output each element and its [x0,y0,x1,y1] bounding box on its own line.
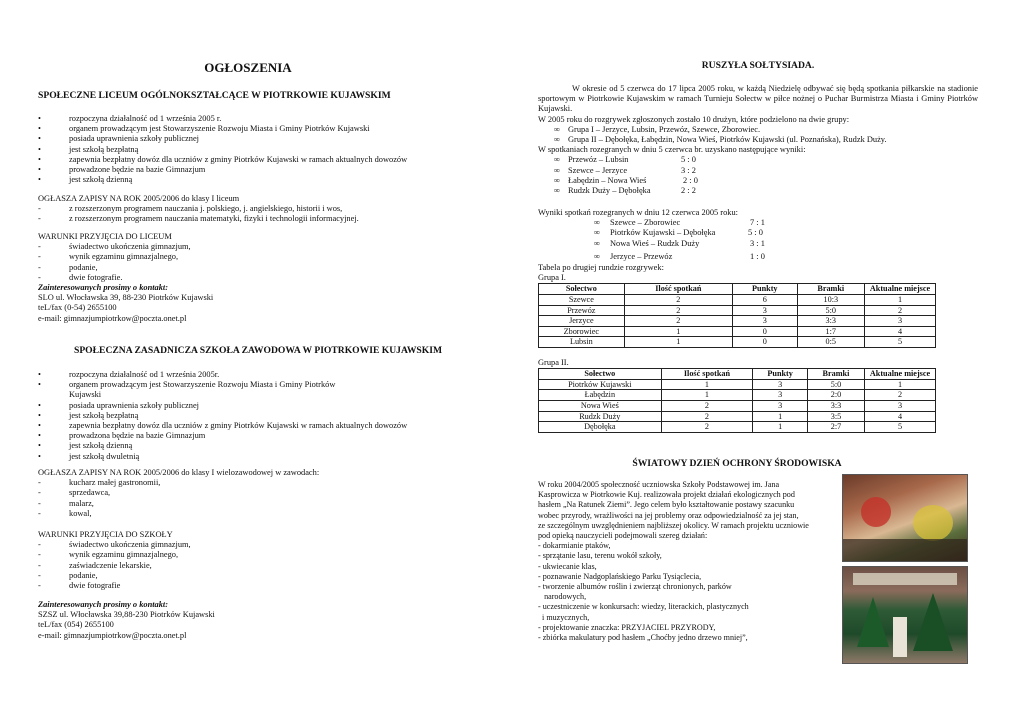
school2-contact [38,600,478,641]
school-play-photo [842,566,968,664]
list-item: • organem prowadzącym jest Stowarzyszenie Rozwoju Miasta i Gminy Piotrków [38,380,336,390]
list-item: • zapewnia bezpłatny dowóz dla uczniów z gminy Piotrków Kujawski w ramach aktualnych dowozów [38,154,408,164]
list-item: narodowych, [538,592,587,602]
list-item: • jest szkołą bezpłatną [38,410,139,420]
bullet-icon: • [38,370,41,379]
school1-heading: SPOŁECZNE LICEUM OGÓLNOKSZTAŁCĄCE W PIOTRKOWIE KUJAWSKIM [38,90,391,101]
result-row: ∞ Przewóz – Lubsin 5 : 0 [554,155,696,165]
tournament-intro: W okresie od 5 czerwca do 17 lipca 2005 roku, w każdą Niedzielę odbywać się będą spotkania piłkarskie na stadionie sportowym w Piotrkowie Kujawskim w ramach Turnieju Sołectw w piłce nożnej o Puchar Burmistrza Miasta i Gminy Piotrków Kujawski. [538,84,978,114]
table-shape [843,539,967,561]
list-item: • jest szkołą bezpłatną [38,144,139,154]
list-item: • posiada uprawnienia szkoły publicznej [38,134,200,144]
list-item: - świadectwo ukończenia gimnazjum, [38,540,191,550]
enroll-text: OGŁASZA ZAPISY NA ROK 2005/2006 do klasy I wielozawodowej w zawodach: [38,468,320,477]
bullet-icon: • [38,175,41,185]
list-item: - malarz, [38,498,94,508]
result-row: ∞ Rudzk Duży – Dębołęka 2 : 2 [554,186,696,196]
list-item: - zbiórka makulatury pod hasłem „Choćby jedno drzewo mniej”, [538,633,748,643]
bullet-icon: • [38,451,41,461]
contact-phone: teL/fax (054) 2655100 [38,620,114,630]
table-intro: Tabela po drugiej rundzie rozgrywek: [538,263,664,272]
list-item: - ukwiecanie klas, [538,561,597,571]
list-item: - podanie, [38,570,98,580]
contact-phone: teL/fax (0-54) 2655100 [38,303,117,313]
infinity-bullet-icon: ∞ [554,124,560,134]
tournament-heading: RUSZYŁA SOŁTYSIADA. [701,60,815,71]
bullet-icon: • [38,380,41,390]
table-row: Piotrków Kujawski 1 3 5:0 1 [539,379,936,390]
infinity-bullet-icon: ∞ [554,165,560,175]
school1-conditions [38,232,478,324]
tables-block [538,263,978,433]
school2-bullets [38,370,478,462]
env-heading-block [538,458,936,470]
list-item: • prowadzone będzie na bazie Gimnazjum [38,165,206,175]
table-row: Przewóz 2 3 5:0 2 [539,305,936,316]
list-item: - kucharz małej gastronomii, [38,478,161,488]
list-item: • rozpoczyna działalność od 1 września 2005r. [38,370,220,379]
list-item: - projektowanie znaczka: PRZYJACIEL PRZYRODY, [538,622,716,632]
list-item: • rozpoczyna działalność od 1 września 2005 r. [38,114,222,123]
result-row: ∞ Łabędzin – Nowa Wieś 2 : 0 [554,175,698,185]
tournament-text [538,84,978,196]
banner-shape [853,573,957,585]
page-title: OGŁOSZENIA [204,60,292,75]
infinity-bullet-icon: ∞ [554,186,560,196]
contact-email: e-mail: gimnazjumpiotrkow@poczta.onet.pl [38,630,187,640]
results1-title: W spotkaniach rozegranych w dniu 5 czerwca br. uzyskano następujące wyniki: [538,145,806,155]
table-row: Nowa Wieś 2 3 3:3 3 [539,400,936,411]
list-item: - poznawanie Nadgoplańskiego Parku Tysiąclecia, [538,571,702,581]
results2-title: Wyniki spotkań rozegranych w dniu 12 czerwca 2005 roku: [538,208,738,217]
bullet-icon: • [38,124,41,134]
list-item: - dwie fotografie [38,581,121,591]
table-row: Łabędzin 1 3 2:0 2 [539,390,936,401]
bullet-icon: • [38,410,41,420]
enroll-text: OGŁASZA ZAPISY NA ROK 2005/2006 do klasy I liceum [38,194,240,203]
classroom-flowers-photo [842,474,968,562]
result-row: ∞ Jerzyce – Przewóz 1 : 0 [594,251,765,261]
list-item: - uczestniczenie w konkursach: wiedzy, literackich, plastycznych [538,602,749,612]
list-item: - wynik egzaminu gimnazjalnego, [38,252,179,262]
table-row: Szewce 2 6 10:3 1 [539,295,936,306]
env-heading: ŚWIATOWY DZIEŃ OCHRONY ŚRODOWISKA [632,458,842,469]
contact-title: Zainteresowanych prosimy o kontakt: [38,600,169,609]
tree-shape [913,593,953,651]
bullet-icon: • [38,165,41,175]
table-row: Lubsin 1 0 0:5 5 [539,337,936,348]
list-item: ∞ Grupa I – Jerzyce, Lubsin, Przewóz, Szewce, Zborowiec. [554,124,761,134]
conditions-title: WARUNKI PRZYJĘCIA DO SZKOŁY [38,530,173,539]
bullet-icon: • [38,144,41,154]
list-item: • prowadzona będzie na bazie Gimnazjum [38,431,206,441]
results2-block [538,208,978,262]
env-text: W roku 2004/2005 społeczność uczniowska Szkoły Podstawowej im. Jana Kasprowicza w Piotrkowie Kuj. realizowała projekt działań ekologicznych pod hasłem „Na Ratunek Ziemi”. Jego celem było kształtowanie postawy szacunku wobec przyrody, wrażliwości na jej problemy oraz odpowiedzialność za jej stan, ze szczególnym uwzględnieniem najbliższej okolicy. W ramach projektu uczniowie pod opieką nauczycieli podejmowali szereg działań: - dokarmianie ptaków, - sprzątanie lasu, terenu wokół szkoły, - ukwiecanie klas, - poznawanie Nadgoplańskiego Parku Tysiąclecia, - tworzenie albumów roślin i zwierząt chronionych, parków narodowych, - uczestniczenie w konkursach: wiedzy, literackich, plastycznych i muzycznych, - projektowanie znaczka: PRZYJACIEL PRZYRODY, - zbiórka makulatury pod hasłem „Choćby jedno drzewo mniej”, [538,480,834,643]
school2-heading: SPOŁECZNA ZASADNICZA SZKOŁA ZAWODOWA W PIOTRKOWIE KUJAWSKIM [73,345,443,356]
contact-address: SLO ul. Włocławska 39, 88-230 Piotrków Kujawski [38,293,214,303]
table-row: Rudzk Duży 2 1 3:5 4 [539,411,936,422]
list-item: - tworzenie albumów roślin i zwierząt chronionych, parków [538,582,732,592]
list-item: - świadectwo ukończenia gimnazjum, [38,242,191,252]
list-item: - sprzątanie lasu, terenu wokół szkoły, [538,551,662,561]
table-row: Dębołęka 2 1 2:7 5 [539,422,936,433]
school2-enroll-block [38,468,478,519]
school2-heading-block [38,345,478,357]
infinity-bullet-icon: ∞ [594,251,600,261]
group2-table [538,368,936,433]
group2-label: Grupa II. [538,357,569,367]
result-row: ∞ Szewce – Zborowiec 7 : 1 [594,218,765,228]
infinity-bullet-icon: ∞ [594,228,600,238]
list-item: - dokarmianie ptaków, [538,541,611,551]
tree-shape [857,597,889,647]
bullet-icon: • [38,441,41,451]
list-item: - dwie fotografie. [38,272,123,282]
list-item: • posiada uprawnienia szkoły publicznej [38,400,200,410]
infinity-bullet-icon: ∞ [554,155,560,165]
result-row: ∞ Nowa Wieś – Rudzk Duży 3 : 1 [594,238,765,248]
infinity-bullet-icon: ∞ [594,218,600,228]
list-item: • jest szkołą dwuletnią [38,451,140,461]
list-item: • organem prowadzącym jest Stowarzyszenie Rozwoju Miasta i Gminy Piotrków Kujawski [38,124,370,134]
group1-table [538,283,936,348]
list-item: i muzycznych, [538,612,590,622]
list-item: • zapewnia bezpłatny dowóz dla uczniów z gminy Piotrków Kujawski w ramach aktualnych dowozów [38,421,408,431]
bullet-icon: • [38,114,41,123]
infinity-bullet-icon: ∞ [554,135,560,145]
school1-enroll-block [38,194,478,225]
list-item: • jest szkołą dzienną [38,441,133,451]
list-item: - kowal, [38,508,92,518]
infinity-bullet-icon: ∞ [554,175,560,185]
bullet-icon: • [38,400,41,410]
school2-conditions [38,530,478,591]
list-item: - zaświadczenie lekarskie, [38,560,152,570]
list-item: - z rozszerzonym programem nauczania matematyki, fizyki i technologii informacyjnej. [38,214,359,224]
group1-label: Grupa I. [538,273,566,283]
table-header-row: Sołectwo Ilość spotkań Punkty Bramki Aktualne miejsce [539,369,936,380]
list-item: ∞ Grupa II – Dębołęka, Łabędzin, Nowa Wieś, Piotrków Kujawski (ul. Poznańska), Rudzk Duży. [554,135,887,145]
conditions-title: WARUNKI PRZYJĘCIA DO LICEUM [38,232,172,241]
contact-title: Zainteresowanych prosimy o kontakt: [38,283,169,293]
school1-heading-block [38,90,478,102]
infinity-bullet-icon: ∞ [594,238,600,248]
child-figure-shape [893,617,907,657]
bullet-icon: • [38,421,41,431]
table-header-row: Sołectwo Ilość spotkań Punkty Bramki Aktualne miejsce [539,284,936,295]
school1-bullets [38,114,478,185]
flower-shape [913,505,953,541]
bullet-icon: • [38,154,41,164]
bullet-icon: • [38,134,41,144]
table-row: Jerzyce 2 3 3:3 3 [539,316,936,327]
list-item: • jest szkołą dzienną [38,175,133,185]
result-row: ∞ Piotrków Kujawski – Dębołęka 5 : 0 [594,228,763,238]
contact-address: SZSZ ul. Włocławska 39,88-230 Piotrków Kujawski [38,610,215,620]
list-item: - wynik egzaminu gimnazjalnego, [38,550,179,560]
tournament-teams-line: W 2005 roku do rozgrywek zgłoszonych zostało 10 drużyn, które podzielono na dwie grupy: [538,114,850,124]
contact-email: e-mail: gimnazjumpiotrkow@poczta.onet.pl [38,313,187,323]
list-item: - podanie, [38,262,98,272]
flower-shape [861,497,891,527]
list-item: - sprzedawca, [38,488,111,498]
bullet-icon: • [38,431,41,441]
list-item: - z rozszerzonym programem nauczania j. polskiego, j. angielskiego, historii i wos, [38,204,343,214]
list-item-continuation: Kujawski [69,390,102,400]
result-row: ∞ Szewce – Jerzyce 3 : 2 [554,165,696,175]
table-row: Zborowiec 1 0 1:7 4 [539,326,936,337]
